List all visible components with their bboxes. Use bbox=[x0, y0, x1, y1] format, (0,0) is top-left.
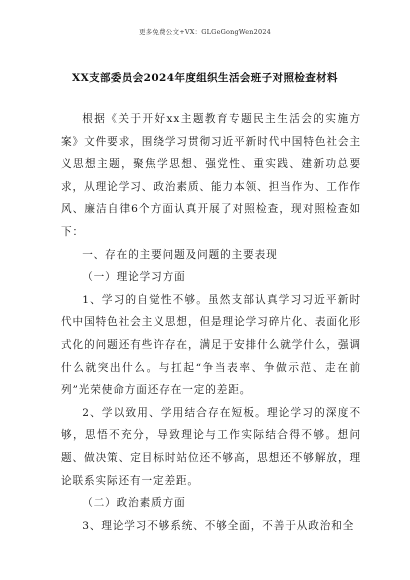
paragraph-item-1: 1、学习的自觉性不够。虽然支部认真学习习近平新时代中国特色社会主义思想，但是理论学习碎片化、表面化形式化的问题还有些许存在，满足于安排什么就学什么，强调什么就突出什么。与扛起“争当表率、争做示范、走在前列”光荣使命方面还存在一定的差距。 bbox=[61, 293, 361, 397]
section-heading-problems: 一、存在的主要问题及问题的主要表现 bbox=[82, 248, 278, 261]
subsection-heading-political: （二）政治素质方面 bbox=[82, 497, 186, 510]
document-title: XX支部委员会2024年度组织生活会班子对照检查材料 bbox=[72, 72, 338, 84]
subsection-heading-theory: （一）理论学习方面 bbox=[82, 271, 186, 284]
header-note: 更多免费公文+VX：GLGeGongWen2024 bbox=[139, 28, 271, 36]
paragraph-item-2: 2、学以致用、学用结合存在短板。理论学习的深度不够，思悟不充分，导致理论与工作实际结合得不够。想问题、做决策、定目标时站位还不够高，思想还不够解放，理论联系实际还有一定差距。 bbox=[61, 406, 361, 487]
intro-paragraph: 根据《关于开好xx主题教育专题民主生活会的实施方案》文件要求，围绕学习贯彻习近平新时代中国特色社会主义思想主题，聚焦学思想、强党性、重实践、建新功总要求，从理论学习、政治素质、能力本领、担当作为、工作作风、廉洁自律6个方面认真开展了对照检查，现对照检查如下： bbox=[61, 113, 361, 238]
paragraph-item-3: 3、理论学习不够系统、不够全面，不善于从政治和全 bbox=[82, 519, 355, 532]
document-body bbox=[61, 108, 361, 537]
